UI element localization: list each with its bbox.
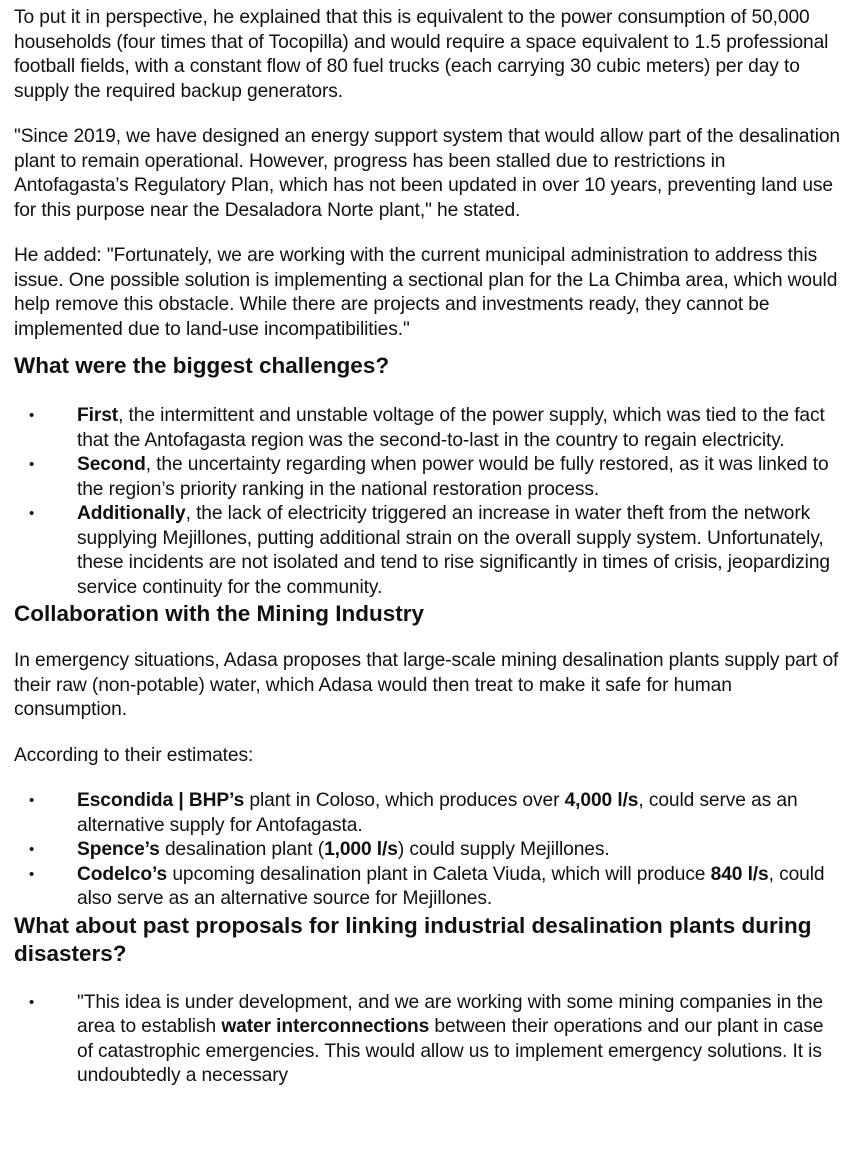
list-item-text: , could serve as an alternative supply for Antofagasta. (77, 790, 798, 836)
list-item-text: "This idea is under development, and we are working with some mining companies in the area to establish (77, 991, 823, 1037)
estimates-list (14, 789, 840, 912)
list-item (14, 991, 840, 1089)
list-item-text: , could also serve as an alternative source for Mejillones. (77, 863, 825, 909)
list-item-text: , the lack of electricity triggered an increase in water theft from the network supplying Mejillones, putting additional strain on the overall supply system. Unfortunately, these incidents are not isolated and tend to rise significantly in times of crisis, jeopardizing service continuity for the community. (77, 503, 830, 598)
list-item-bold: Spence’s (77, 839, 160, 860)
bullet-icon: • (29, 841, 35, 858)
list-item-text: ) could supply Mejillones. (397, 839, 610, 860)
bullet-icon: • (29, 792, 35, 809)
list-item-bold: Escondida | BHP’s (77, 790, 245, 811)
challenges-list (14, 404, 840, 600)
list-item-text: between their operations and our plant in case of catastrophic emergencies. This would allow us to implement emergency solutions. It is undoubtedly a necessary (77, 1016, 824, 1086)
document-page (14, 6, 840, 1089)
bullet-icon: • (29, 993, 35, 1011)
heading-biggest-challenges: What were the biggest challenges? (14, 353, 390, 378)
list-item-bold: 1,000 l/s (324, 839, 398, 860)
list-item-bold: Additionally (77, 503, 186, 524)
bullet-icon: • (29, 407, 35, 424)
list-item (14, 502, 840, 600)
paragraph-estimates: According to their estimates: (14, 744, 254, 766)
list-item-bold: 4,000 l/s (564, 790, 639, 811)
bullet-icon: • (29, 456, 35, 473)
paragraph-emergency: In emergency situations, Adasa proposes that large-scale mining desalination plants supply part of their raw (non-potable) water, which Adasa would then treat to make it safe for human consumption. (14, 650, 839, 720)
heading-mining-collaboration: Collaboration with the Mining Industry (14, 601, 424, 626)
list-item-bold: 840 l/s (710, 863, 769, 885)
list-item (14, 453, 840, 502)
list-item-text: , the uncertainty regarding when power would be fully restored, as it was linked to the region’s priority ranking in the national restoration process. (77, 454, 829, 500)
list-item-text: plant in Coloso, which produces over (244, 790, 565, 811)
bullet-icon: • (29, 505, 35, 522)
list-item-bold: First (77, 405, 119, 426)
heading-past-proposals: What about past proposals for linking industrial desalination plants during disasters? (14, 912, 812, 966)
list-item (14, 404, 840, 453)
list-item-text: desalination plant ( (159, 839, 325, 860)
list-item (14, 863, 840, 912)
paragraph-municipal: He added: "Fortunately, we are working with the current municipal administration to address this issue. One possible solution is implementing a sectional plan for the La Chimba area, which would help remove this obstacle. While there are projects and investments ready, they cannot be implemented due to land-use incompatibilities." (14, 245, 838, 340)
paragraph-perspective: To put it in perspective, he explained that this is equivalent to the power consumption of 50,000 households (four times that of Tocopilla) and would require a space equivalent to 1.5 professional football fields, with a constant flow of 80 fuel trucks (each carrying 30 cubic meters) per day to supply the required backup generators. (14, 7, 829, 102)
list-item-text: , the intermittent and unstable voltage of the power supply, which was tied to the fact that the Antofagasta region was the second-to-last in the country to regain electricity. (77, 405, 825, 451)
list-item-bold: Second (77, 454, 146, 475)
paragraph-energy-support: "Since 2019, we have designed an energy support system that would allow part of the desalination plant to remain operational. However, progress has been stalled due to restrictions in Antofagasta’s Regulatory Plan, which has not been updated in over 10 years, preventing land use for this purpose near the Desaladora Norte plant," he stated. (14, 126, 840, 221)
list-item-bold: water interconnections (221, 1016, 430, 1037)
list-item-bold: Codelco’s (77, 863, 168, 885)
list-item (14, 789, 840, 838)
list-item (14, 838, 840, 863)
list-item-text: upcoming desalination plant in Caleta Viuda, which will produce (167, 863, 711, 885)
bullet-icon: • (29, 865, 35, 883)
proposals-list (14, 991, 840, 1089)
